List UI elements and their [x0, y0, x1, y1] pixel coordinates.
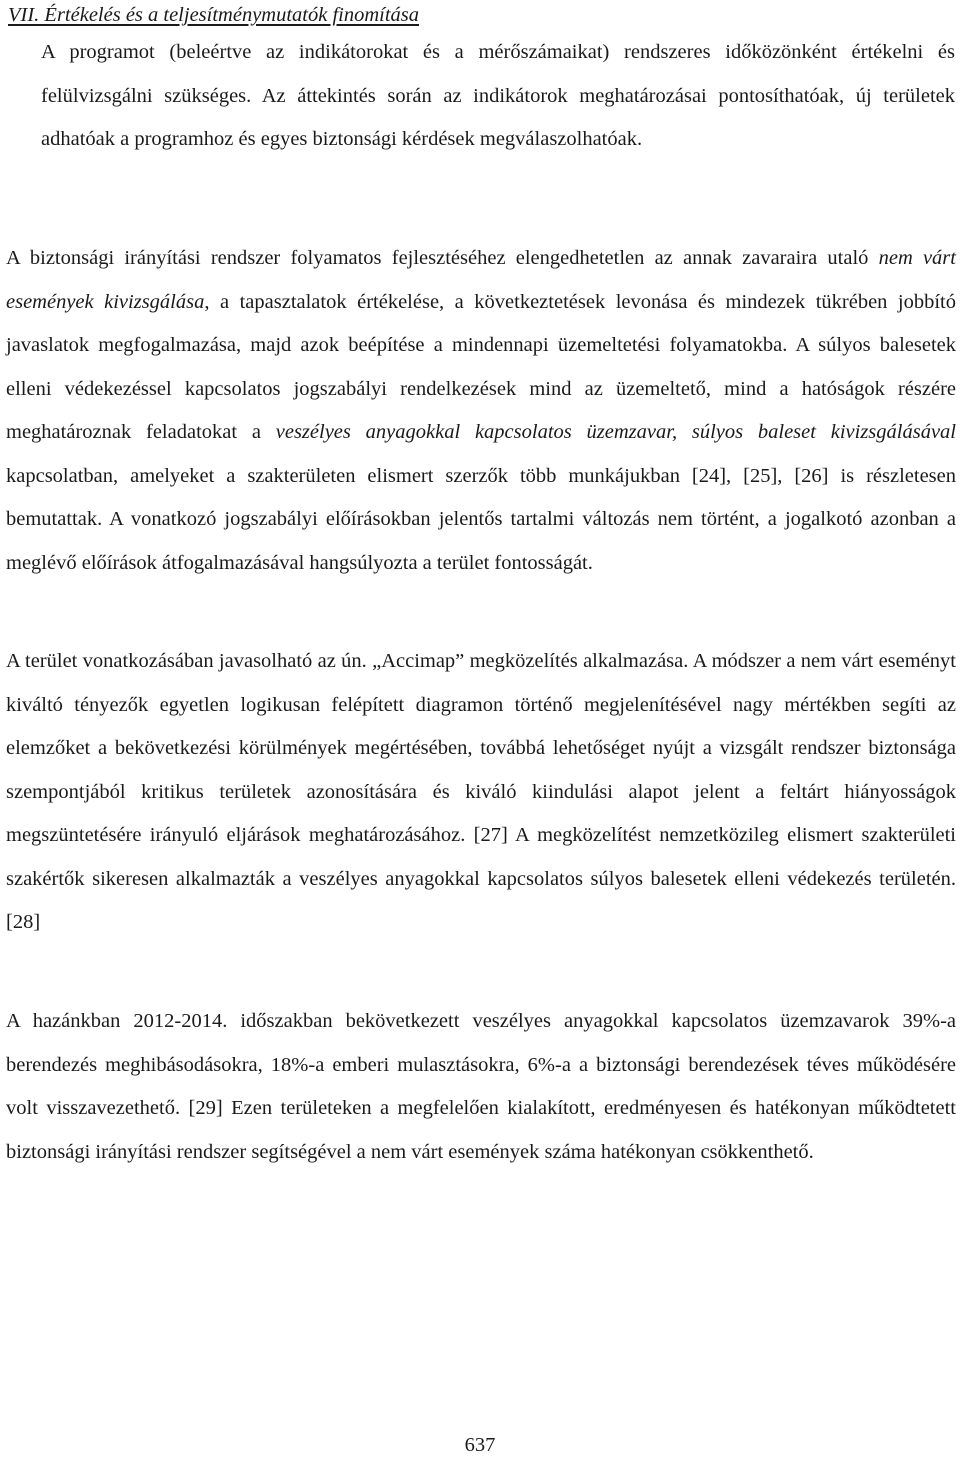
paragraph-text-segment: A biztonsági irányítási rendszer folyamatos fejlesztéséhez elengedhetetlen az annak zavaraira utaló [6, 247, 879, 269]
section-heading: VII. Értékelés és a teljesítménymutatók finomítása [8, 4, 420, 26]
paragraph-evaluation-review: A programot (beleértve az indikátorokat és a mérőszámaikat) rendszeres időközönként értékelni és felülvizsgálni szükséges. Az áttekintés során az indikátorok meghatározásai pontosíthatóak, új területek adhatóak a programhoz és egyes biztonsági kérdések megválaszolhatóak. [41, 41, 955, 150]
paragraph-accimap-approach: A terület vonatkozásában javasolható az ún. „Accimap” megközelítés alkalmazása. A módszer a nem várt eseményt kiváltó tényezők egyetlen logikusan felépített diagramon történő megjelenítésével nagy mértékben segíti az elemzőket a bekövetkezési körülmények megértésében, továbbá lehetőséget nyújt a vizsgált rendszer biztonsága szempontjából kritikus területek azonosítására és kiváló kiindulási alapot jelent a feltárt hiányosságok megszüntetésére irányuló eljárások meghatározásához. [27] A megközelítést nemzetközileg elismert szakterületi szakértők sikeresen alkalmazták a veszélyes anyagokkal kapcsolatos súlyos balesetek elleni védekezés területén. [28] [6, 650, 956, 933]
paragraph-text-segment: , a tapasztalatok értékelése, a következtetések levonása és mindezek tükrében jobbító javaslatok megfogalmazása, majd azok beépítése a mindennapi üzemeltetési folyamatokba. A súlyos balesetek elleni védekezéssel kapcsolatos jogszabályi rendelkezések mind az üzemeltető, mind a hatóságok részére meghatároznak feladatokat a [6, 290, 957, 443]
page-number: 637 [464, 1434, 496, 1456]
paragraph-text-segment: kapcsolatban, amelyeket a szakterületen elismert szerzők több munkájukban [24], [25], [26] is részletesen bemutattak. A vonatkozó jogszabályi előírásokban jelentős tartalmi változás nem történt, a jogalkotó azonban a meglévő előírások átfogalmazásával hangsúlyozta a terület fontosságát. [6, 464, 956, 574]
paragraph-incident-investigation [6, 237, 956, 585]
paragraph-italic-term: nem várt események kivizsgálása [6, 247, 956, 313]
paragraph-domestic-statistics: A hazánkban 2012-2014. időszakban bekövetkezett veszélyes anyagokkal kapcsolatos üzemzavarok 39%-a berendezés meghibásodásokra, 18%-a emberi mulasztásokra, 6%-a a biztonsági berendezések téves működésére volt visszavezethető. [29] Ezen területeken a megfelelően kialakított, eredményesen és hatékonyan működtetett biztonsági irányítási rendszer segítségével a nem várt események száma hatékonyan csökkenthető. [6, 1010, 956, 1163]
paragraph-italic-term: veszélyes anyagokkal kapcsolatos üzemzavar, súlyos baleset kivizsgálásával [275, 421, 957, 443]
